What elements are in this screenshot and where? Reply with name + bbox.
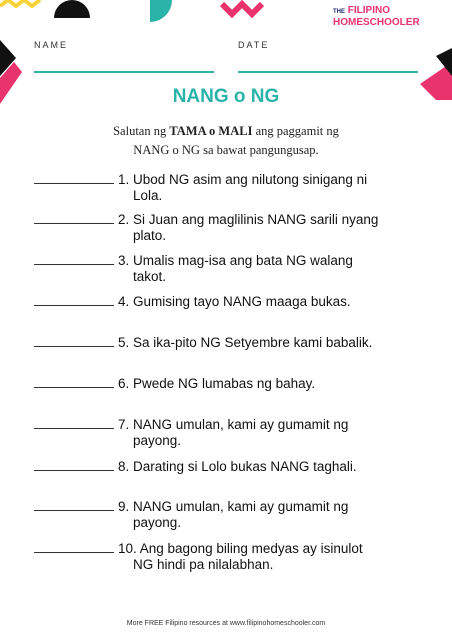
question-line2: takot. xyxy=(133,269,167,284)
question-line1: 6. Pwede NG lumabas ng bahay. xyxy=(118,376,316,391)
black-half-circle-shape xyxy=(54,0,90,18)
logo-the: THE xyxy=(333,9,345,15)
question-line2: payong. xyxy=(133,515,182,530)
question-line1: 2. Si Juan ang maglilinis NANG sarili nyang xyxy=(118,212,379,227)
page-title: NANG o NG xyxy=(172,86,280,107)
answer-blank[interactable] xyxy=(34,470,114,471)
logo-line1: FILIPINO xyxy=(347,5,391,16)
name-field-line[interactable] xyxy=(34,71,214,73)
answer-blank[interactable] xyxy=(34,510,114,511)
answer-blank[interactable] xyxy=(34,264,114,265)
answer-blank[interactable] xyxy=(34,552,114,553)
question-line2: payong. xyxy=(133,433,182,448)
yellow-zigzag-shape xyxy=(0,0,40,6)
answer-blank[interactable] xyxy=(34,183,114,184)
question-line2: Lola. xyxy=(133,188,163,203)
logo xyxy=(333,6,429,28)
instructions-emphasis: TAMA o MALI xyxy=(169,124,253,138)
question-line1: 5. Sa ika-pito NG Setyembre kami babalik. xyxy=(118,335,373,350)
footer-text: More FREE Filipino resources at www.filipinohomeschooler.com xyxy=(126,620,326,627)
name-label: NAME xyxy=(34,40,69,50)
instructions-part1: Salutan ng xyxy=(113,124,170,138)
question-line1: 4. Gumising tayo NANG maaga bukas. xyxy=(118,294,351,309)
answer-blank[interactable] xyxy=(34,346,114,347)
date-field-line[interactable] xyxy=(238,71,418,73)
answer-blank[interactable] xyxy=(34,223,114,224)
date-label: DATE xyxy=(238,40,270,50)
instructions-part2: ang paggamit ng xyxy=(252,124,339,138)
answer-blank[interactable] xyxy=(34,305,114,306)
pink-zigzag-shape xyxy=(222,4,262,14)
question-line2: plato. xyxy=(133,228,167,243)
question-line1: 9. NANG umulan, kami ay gumamit ng xyxy=(118,499,349,514)
question-line2: NG hindi pa nilalabhan. xyxy=(133,557,274,572)
question-line1: 10. Ang bagong biling medyas ay isinulot xyxy=(118,541,363,556)
question-line1: 8. Darating si Lolo bukas NANG taghali. xyxy=(118,459,357,474)
question-line1: 1. Ubod NG asim ang nilutong sinigang ni xyxy=(118,172,368,187)
logo-line2: HOMESCHOOLER xyxy=(333,17,420,28)
instructions xyxy=(0,122,452,160)
question-line1: 3. Umalis mag-isa ang bata NG walang xyxy=(118,253,353,268)
teal-quarter-circle-shape xyxy=(150,0,172,22)
answer-blank[interactable] xyxy=(34,428,114,429)
instructions-line2: NANG o NG sa bawat pangungusap. xyxy=(133,143,319,157)
answer-blank[interactable] xyxy=(34,387,114,388)
question-line1: 7. NANG umulan, kami ay gumamit ng xyxy=(118,417,349,432)
